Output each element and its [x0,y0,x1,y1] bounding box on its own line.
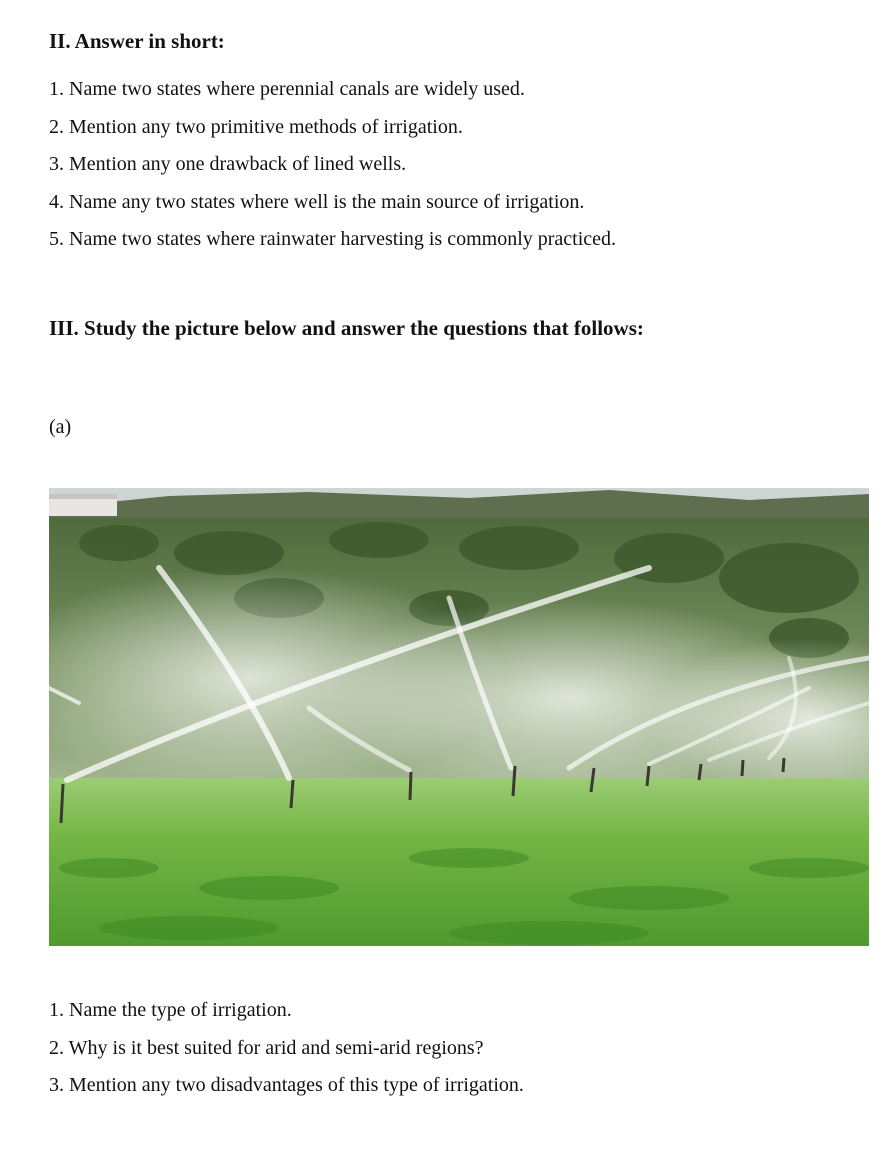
list-item: 3. Mention any two disadvantages of this type of irrigation. [49,1074,524,1096]
sprinkler-irrigation-photo [49,488,869,946]
list-item: 2. Mention any two primitive methods of irrigation. [49,115,463,138]
section-heading-short-answer: II. Answer in short: [49,29,225,53]
list-item: 2. Why is it best suited for arid and semi-arid regions? [49,1036,484,1059]
sub-question-label: (a) [49,416,72,438]
list-item: 1. Name two states where perennial canals are widely used. [49,78,525,100]
list-item: 5. Name two states where rainwater harvesting is commonly practiced. [49,228,617,250]
section-heading-picture-study: III. Study the picture below and answer the questions that follows: [49,316,644,340]
picture-question-list [49,998,524,1111]
list-item: 1. Name the type of irrigation. [49,999,292,1021]
short-answer-question-list [49,77,616,265]
list-item: 3. Mention any one drawback of lined wells. [49,153,407,175]
list-item: 4. Name any two states where well is the main source of irrigation. [49,190,585,213]
